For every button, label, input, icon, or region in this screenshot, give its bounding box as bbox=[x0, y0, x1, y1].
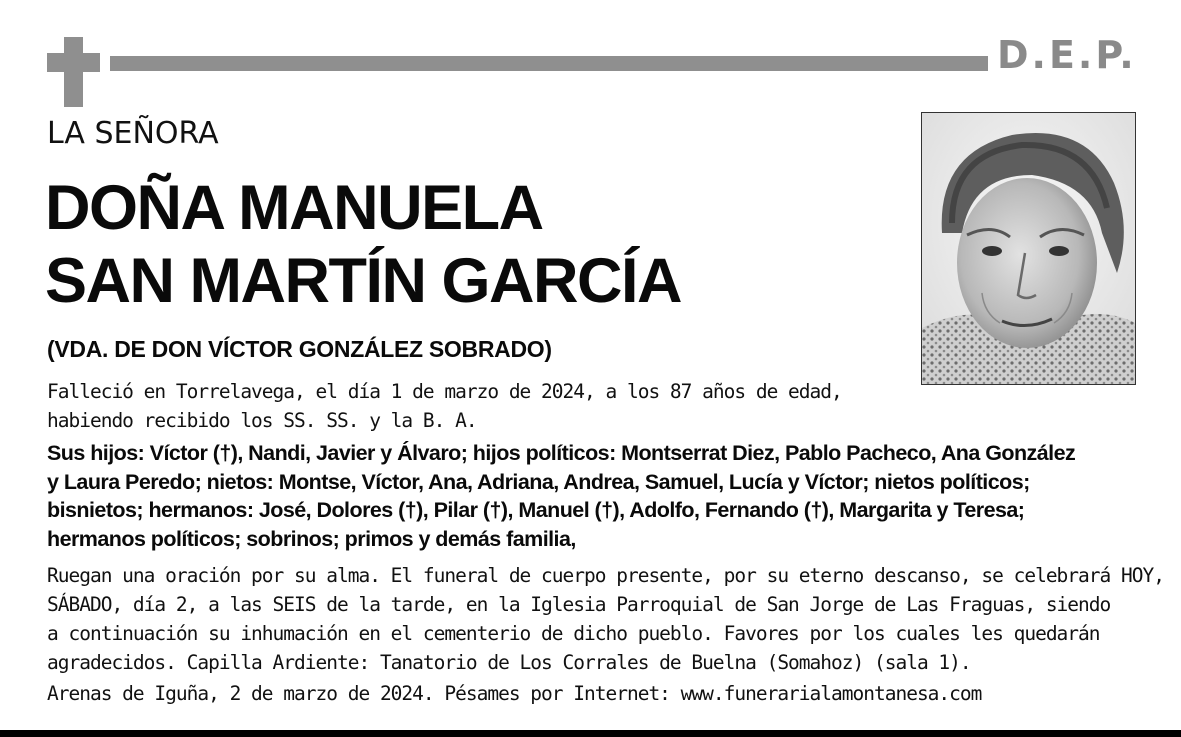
widow-of: (VDA. DE DON VÍCTOR GONZÁLEZ SOBRADO) bbox=[47, 336, 552, 362]
deceased-name-line-2: SAN MARTÍN GARCÍA bbox=[45, 246, 681, 317]
funeral-line: Ruegan una oración por su alma. El funeral de cuerpo presente, por su eterno descanso, se celebrará HOY, bbox=[47, 564, 1164, 587]
funeral-line: a continuación su inhumación en el cementerio de dicho pueblo. Favores por los cuales les quedarán bbox=[47, 622, 1100, 645]
family-line: Sus hijos: Víctor (†), Nandi, Javier y Álvaro; hijos políticos: Montserrat Diez, Pablo Pacheco, Ana González bbox=[47, 441, 1076, 465]
funeral-line: SÁBADO, día 2, a las SEIS de la tarde, en la Iglesia Parroquial de San Jorge de Las Fraguas, siendo bbox=[47, 593, 1111, 616]
bottom-border bbox=[0, 730, 1181, 737]
death-notice-line: Falleció en Torrelavega, el día 1 de marzo de 2024, a los 87 años de edad, bbox=[47, 380, 842, 403]
dep-label: D.E.P. bbox=[997, 33, 1137, 77]
death-notice-line: habiendo recibido los SS. SS. y la B. A. bbox=[47, 409, 477, 432]
intro-label: LA SEÑORA bbox=[47, 116, 219, 151]
family-line: y Laura Peredo; nietos: Montse, Víctor, Ana, Adriana, Andrea, Samuel, Lucía y Víctor; nietos políticos; bbox=[47, 469, 1030, 494]
portrait-photo bbox=[921, 112, 1136, 385]
footer-line: Arenas de Iguña, 2 de marzo de 2024. Pésames por Internet: www.funerarialamontanesa.com bbox=[47, 682, 982, 705]
deceased-name-line-1: DOÑA MANUELA bbox=[45, 173, 543, 243]
funeral-details bbox=[47, 561, 1164, 677]
deceased-name bbox=[45, 172, 681, 318]
header-rule bbox=[110, 56, 988, 71]
funeral-line: agradecidos. Capilla Ardiente: Tanatorio de Los Corrales de Buelna (Somahoz) (sala 1). bbox=[47, 651, 971, 674]
family-list bbox=[47, 439, 1075, 553]
portrait-image bbox=[922, 113, 1135, 384]
family-line: hermanos políticos; sobrinos; primos y demás familia, bbox=[47, 526, 576, 551]
death-notice bbox=[47, 377, 842, 435]
family-line: bisnietos; hermanos: José, Dolores (†), Pilar (†), Manuel (†), Adolfo, Fernando (†), Margarita y Teresa; bbox=[47, 498, 1025, 522]
